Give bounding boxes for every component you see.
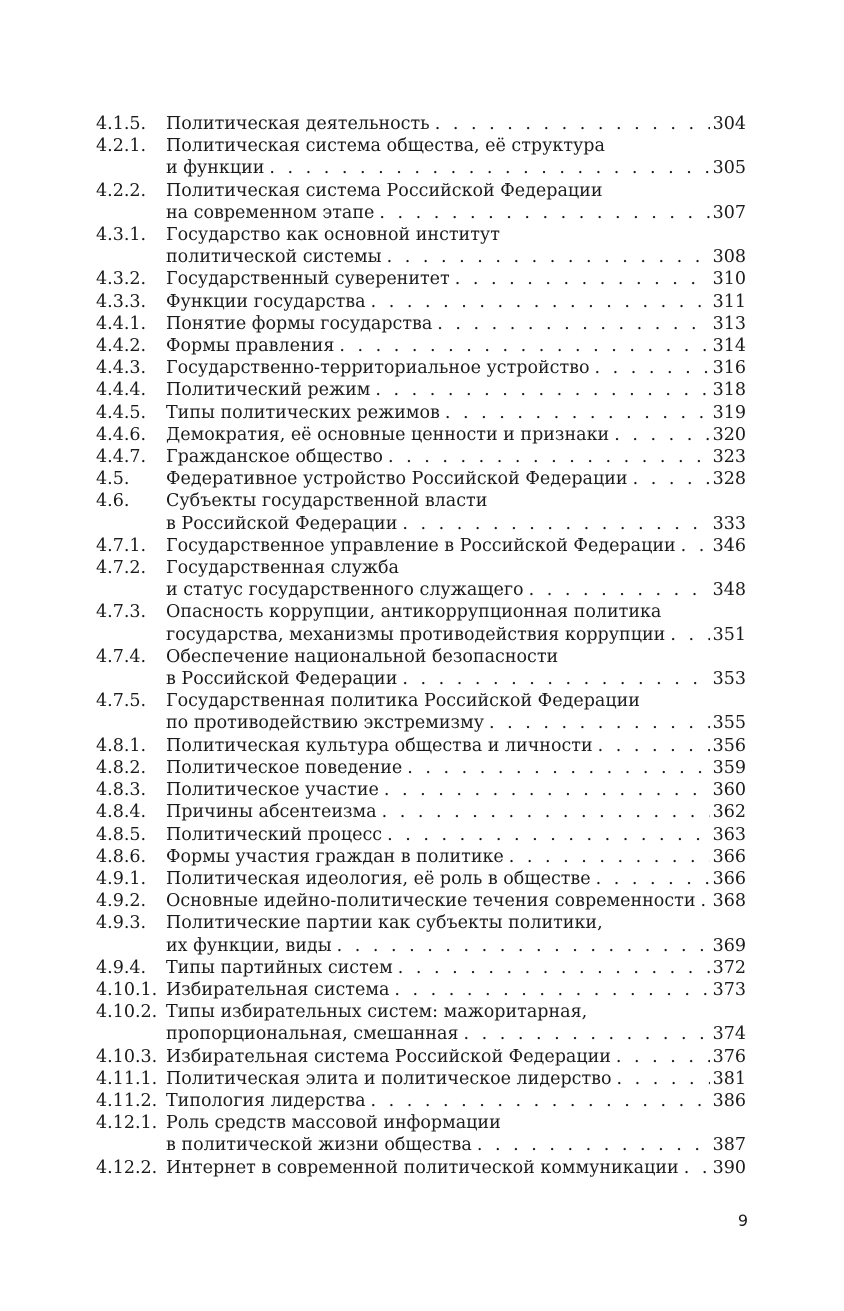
toc-entry-body (166, 868, 746, 890)
toc-entry-page: 374 (712, 1024, 746, 1045)
toc-entry (96, 268, 746, 290)
toc-entry-body (166, 490, 746, 534)
dot-leader (593, 735, 710, 757)
toc-entry-title: Основные идейно-политические течения современности (166, 891, 696, 912)
toc-entry-number: 4.3.2. (96, 269, 147, 290)
toc-entry-title: Причины абсентеизма (166, 802, 377, 823)
toc-entry-number: 4.4.4. (96, 380, 147, 401)
toc-entry (96, 424, 746, 446)
toc-entry-title: их функции, виды (166, 935, 332, 956)
toc-entry (96, 1068, 746, 1090)
dot-leader (397, 668, 710, 690)
toc-entry-final-line (166, 757, 746, 779)
toc-entry-title: Типы политических режимов (166, 402, 440, 423)
toc-entry-title-line: Роль средств массовой информации (166, 1113, 501, 1134)
toc-entry-final-line (166, 1023, 746, 1045)
toc-entry-number: 4.3.1. (96, 225, 147, 246)
toc-entry-number: 4.9.1. (96, 868, 147, 889)
toc-entry-page: 307 (712, 202, 746, 223)
toc-entry-final-line (166, 1090, 746, 1112)
toc-entry-number: 4.12.1. (96, 1113, 158, 1134)
dot-leader (591, 868, 710, 890)
toc-entry-title-line: Обеспечение национальной безопасности (166, 646, 559, 667)
toc-entry-final-line (166, 202, 746, 224)
toc-entry-final-line (166, 157, 746, 179)
toc-entry-number: 4.8.1. (96, 735, 147, 756)
toc-entry-number: 4.9.3. (96, 913, 147, 934)
toc-entry-title-line: Государство как основной институт (166, 225, 500, 246)
toc-entry-title-line: Политическая система Российской Федерации (166, 180, 603, 201)
toc-entry-title: Формы участия граждан в политике (166, 846, 504, 867)
toc-entry (96, 646, 746, 690)
dot-leader (524, 579, 710, 601)
toc-entry-final-line (166, 668, 746, 690)
dot-leader (611, 1046, 710, 1068)
toc-entry (96, 313, 746, 335)
toc-entry-title: в Российской Федерации (166, 513, 398, 534)
toc-entry-number: 4.4.1. (96, 313, 147, 334)
toc-entry-body (166, 424, 746, 446)
dot-leader (609, 424, 710, 446)
toc-entry-number: 4.4.7. (96, 447, 147, 468)
toc-entry (96, 113, 746, 135)
toc-entry-final-line (166, 957, 746, 979)
toc-entry-title: Политическая элита и политическое лидерство (166, 1068, 612, 1089)
toc-entry-title: Гражданское общество (166, 447, 383, 468)
toc-entry-title: Избирательная система (166, 979, 390, 1000)
toc-entry-title: пропорциональная, смешанная (166, 1024, 459, 1045)
toc-entry (96, 490, 746, 534)
toc-entry-number: 4.3.3. (96, 291, 147, 312)
toc-entry-body (166, 1157, 746, 1179)
toc-entry-body (166, 1001, 746, 1045)
dot-leader (504, 846, 710, 868)
toc-entry-page: 369 (712, 935, 746, 956)
toc-entry-title: Функции государства (166, 291, 366, 312)
toc-entry-page: 346 (712, 535, 746, 556)
toc-entry-page: 314 (712, 336, 746, 357)
toc-entry-title: Федеративное устройство Российской Федерации (166, 469, 628, 490)
toc-entry-body (166, 801, 746, 823)
toc-entry-page: 311 (712, 291, 746, 312)
toc-entry-page: 359 (712, 757, 746, 778)
toc-entry (96, 446, 746, 468)
toc-entry-page: 372 (712, 957, 746, 978)
toc-entry (96, 1046, 746, 1068)
toc-entry-title: Типология лидерства (166, 1090, 366, 1111)
toc-entry-final-line (166, 979, 746, 1001)
toc-entry-body (166, 535, 746, 557)
toc-entry (96, 957, 746, 979)
dot-leader (628, 468, 710, 490)
toc-entry-page: 316 (712, 358, 746, 379)
toc-entry-title: Политическая культура общества и личности (166, 735, 593, 756)
toc-entry-body (166, 757, 746, 779)
dot-leader (665, 624, 710, 646)
toc-entry-page: 366 (712, 846, 746, 867)
toc-entry-final-line (166, 357, 746, 379)
dot-leader (472, 1134, 710, 1156)
toc-entry-title-line: Опасность коррупции, антикоррупционная политика (166, 602, 662, 623)
toc-entry-page: 333 (712, 513, 746, 534)
toc-entry-page: 366 (712, 868, 746, 889)
dot-leader (450, 268, 710, 290)
toc-entry-final-line (166, 801, 746, 823)
toc-entry-body (166, 268, 746, 290)
toc-entry-body (166, 912, 746, 956)
toc-entry-body (166, 379, 746, 401)
toc-entry-final-line (166, 890, 746, 912)
toc-entry-body (166, 446, 746, 468)
toc-entry-title: Политический режим (166, 380, 371, 401)
toc-entry-title: и функции (166, 158, 265, 179)
dot-leader (332, 935, 710, 957)
toc-entry-page: 323 (712, 447, 746, 468)
toc-entry-number: 4.10.3. (96, 1046, 158, 1067)
toc-entry-body (166, 468, 746, 490)
toc-entry-title-line: Субъекты государственной власти (166, 491, 488, 512)
toc-entry-title: политической системы (166, 247, 382, 268)
toc-entry-number: 4.5. (96, 469, 130, 490)
dot-leader (440, 402, 710, 424)
dot-leader (612, 1068, 710, 1090)
page-number: 9 (737, 1211, 748, 1230)
dot-leader (382, 824, 710, 846)
toc-entry-page: 310 (712, 269, 746, 290)
toc-entry-page: 353 (712, 669, 746, 690)
toc-entry-number: 4.9.2. (96, 891, 147, 912)
dot-leader (370, 379, 710, 401)
dot-leader (430, 113, 710, 135)
toc-entry-page: 304 (712, 114, 746, 134)
table-of-contents (96, 113, 746, 1179)
toc-entry (96, 824, 746, 846)
toc-entry-title: Понятие формы государства (166, 313, 433, 334)
toc-entry (96, 979, 746, 1001)
toc-entry (96, 801, 746, 823)
toc-entry (96, 379, 746, 401)
toc-entry-title: Избирательная система Российской Федерации (166, 1046, 611, 1067)
toc-entry-number: 4.1.5. (96, 114, 147, 134)
toc-entry-final-line (166, 1134, 746, 1156)
toc-entry-number: 4.4.2. (96, 336, 147, 357)
toc-entry-page: 387 (712, 1135, 746, 1156)
toc-entry-page: 308 (712, 247, 746, 268)
toc-entry-page: 386 (712, 1090, 746, 1111)
toc-entry (96, 846, 746, 868)
toc-entry-body (166, 979, 746, 1001)
toc-entry-number: 4.2.2. (96, 180, 147, 201)
toc-entry-final-line (166, 712, 746, 734)
toc-entry-body (166, 824, 746, 846)
dot-leader (374, 202, 710, 224)
toc-entry-number: 4.8.4. (96, 802, 147, 823)
toc-entry-title: Политический процесс (166, 824, 383, 845)
toc-entry-number: 4.11.2. (96, 1090, 158, 1111)
toc-entry-body (166, 1090, 746, 1112)
toc-entry-body (166, 690, 746, 734)
toc-entry-number: 4.4.6. (96, 424, 147, 445)
toc-entry-number: 4.8.3. (96, 780, 147, 801)
toc-entry-title: Типы партийных систем (166, 957, 393, 978)
toc-entry-body (166, 646, 746, 690)
toc-entry-body (166, 846, 746, 868)
toc-entry-body (166, 402, 746, 424)
toc-entry (96, 335, 746, 357)
dot-leader (334, 335, 710, 357)
toc-entry-title: государства, механизмы противодействия коррупции (166, 624, 666, 645)
toc-entry-page: 390 (712, 1157, 746, 1178)
toc-entry (96, 1090, 746, 1112)
dot-leader (432, 313, 710, 335)
dot-leader (679, 1157, 710, 1179)
toc-entry-title: Формы правления (166, 336, 335, 357)
toc-entry-body (166, 335, 746, 357)
toc-entry-page: 348 (712, 580, 746, 601)
toc-entry (96, 779, 746, 801)
toc-entry-title: Интернет в современной политической коммуникации (166, 1157, 679, 1178)
toc-entry-body (166, 113, 746, 135)
toc-entry-body (166, 313, 746, 335)
dot-leader (383, 446, 710, 468)
toc-entry-final-line (166, 291, 746, 313)
toc-entry (96, 1112, 746, 1156)
toc-entry-page: 320 (712, 424, 746, 445)
toc-entry-page: 373 (712, 979, 746, 1000)
toc-entry-body (166, 1068, 746, 1090)
toc-entry (96, 135, 746, 179)
toc-entry-number: 4.9.4. (96, 957, 147, 978)
toc-entry (96, 224, 746, 268)
toc-entry-final-line (166, 313, 746, 335)
toc-entry-number: 4.6. (96, 491, 130, 512)
toc-entry-body (166, 601, 746, 645)
dot-leader (676, 535, 710, 557)
toc-entry-title: Демократия, её основные ценности и признаки (166, 424, 610, 445)
toc-entry-page: 362 (712, 802, 746, 823)
toc-entry-page: 351 (712, 624, 746, 645)
dot-leader (393, 957, 710, 979)
toc-entry-number: 4.8.6. (96, 846, 147, 867)
toc-entry (96, 180, 746, 224)
toc-entry-page: 318 (712, 380, 746, 401)
toc-entry-page: 355 (712, 713, 746, 734)
toc-entry-title-line: Политические партии как субъекты политики, (166, 913, 603, 934)
toc-entry-final-line (166, 579, 746, 601)
toc-entry-number: 4.10.2. (96, 1002, 158, 1023)
toc-entry (96, 357, 746, 379)
toc-entry-title: Политическая деятельность (166, 114, 430, 134)
toc-entry (96, 912, 746, 956)
toc-entry-page: 376 (712, 1046, 746, 1067)
toc-entry-body (166, 957, 746, 979)
toc-entry-number: 4.7.2. (96, 558, 147, 579)
toc-entry-final-line (166, 246, 746, 268)
toc-entry-number: 4.11.1. (96, 1068, 158, 1089)
toc-entry-title-line: Государственная служба (166, 558, 399, 579)
toc-entry-body (166, 735, 746, 757)
toc-entry-final-line (166, 468, 746, 490)
dot-leader (389, 979, 710, 1001)
toc-entry-final-line (166, 446, 746, 468)
toc-entry-number: 4.4.5. (96, 402, 147, 423)
toc-entry-page: 363 (712, 824, 746, 845)
toc-entry (96, 890, 746, 912)
dot-leader (459, 1023, 710, 1045)
toc-entry-page: 328 (712, 469, 746, 490)
toc-entry-final-line (166, 846, 746, 868)
toc-entry (96, 868, 746, 890)
dot-leader (366, 1090, 710, 1112)
toc-entry (96, 1001, 746, 1045)
toc-entry-final-line (166, 513, 746, 535)
toc-entry-title: Политическая идеология, её роль в обществе (166, 868, 591, 889)
toc-entry-title: Политическое поведение (166, 757, 403, 778)
toc-entry-final-line (166, 379, 746, 401)
toc-entry-final-line (166, 113, 746, 135)
toc-entry-final-line (166, 402, 746, 424)
toc-entry-page: 368 (712, 891, 746, 912)
toc-entry (96, 557, 746, 601)
toc-entry (96, 291, 746, 313)
toc-entry-final-line (166, 779, 746, 801)
toc-entry-title-line: Типы избирательных систем: мажоритарная, (166, 1002, 588, 1023)
toc-entry-number: 4.7.1. (96, 535, 147, 556)
toc-entry (96, 601, 746, 645)
toc-entry-page: 319 (712, 402, 746, 423)
toc-entry-final-line (166, 1157, 746, 1179)
toc-entry-title: Государственный суверенитет (166, 269, 450, 290)
toc-entry-body (166, 357, 746, 379)
dot-leader (484, 712, 710, 734)
toc-entry-title-line: Политическая система общества, её структура (166, 136, 605, 157)
toc-entry-number: 4.8.2. (96, 757, 147, 778)
toc-entry-final-line (166, 424, 746, 446)
dot-leader (402, 757, 710, 779)
toc-entry-final-line (166, 335, 746, 357)
toc-entry (96, 690, 746, 734)
toc-entry (96, 535, 746, 557)
dot-leader (382, 246, 710, 268)
toc-entry-page: 305 (712, 158, 746, 179)
toc-entry-body (166, 1046, 746, 1068)
toc-entry-number: 4.4.3. (96, 358, 147, 379)
toc-entry (96, 1157, 746, 1179)
toc-entry (96, 757, 746, 779)
toc-entry-number: 4.2.1. (96, 136, 147, 157)
toc-entry-title: Государственно-территориальное устройство (166, 358, 590, 379)
toc-entry-body (166, 779, 746, 801)
toc-entry (96, 402, 746, 424)
toc-entry-title: по противодействию экстремизму (166, 713, 484, 734)
toc-entry-page: 356 (712, 735, 746, 756)
toc-entry-title-line: Государственная политика Российской Федерации (166, 691, 640, 712)
toc-entry-final-line (166, 1068, 746, 1090)
toc-entry-title: в Российской Федерации (166, 669, 398, 690)
toc-entry-number: 4.7.5. (96, 691, 147, 712)
toc-entry-number: 4.12.2. (96, 1157, 158, 1178)
toc-entry-number: 4.7.4. (96, 646, 147, 667)
toc-entry-body (166, 291, 746, 313)
toc-entry-final-line (166, 535, 746, 557)
toc-entry-title: и статус государственного служащего (166, 580, 524, 601)
toc-entry-body (166, 180, 746, 224)
toc-entry-body (166, 1112, 746, 1156)
toc-entry-body (166, 224, 746, 268)
toc-entry-final-line (166, 735, 746, 757)
toc-entry-body (166, 890, 746, 912)
toc-entry-final-line (166, 1046, 746, 1068)
dot-leader (397, 513, 710, 535)
toc-entry-number: 4.7.3. (96, 602, 147, 623)
toc-entry-page: 313 (712, 313, 746, 334)
toc-entry-final-line (166, 268, 746, 290)
toc-entry-title: на современном этапе (166, 202, 375, 223)
toc-entry-final-line (166, 868, 746, 890)
toc-entry (96, 735, 746, 757)
dot-leader (695, 890, 710, 912)
dot-leader (379, 779, 710, 801)
toc-entry-final-line (166, 824, 746, 846)
toc-entry-body (166, 557, 746, 601)
toc-entry-title: Политическое участие (166, 780, 379, 801)
toc-entry-title: Государственное управление в Российской Федерации (166, 535, 676, 556)
toc-entry-final-line (166, 935, 746, 957)
toc-entry (96, 468, 746, 490)
toc-entry-title: в политической жизни общества (166, 1135, 472, 1156)
dot-leader (590, 357, 710, 379)
toc-entry-body (166, 135, 746, 179)
dot-leader (377, 801, 710, 823)
toc-entry-final-line (166, 624, 746, 646)
toc-entry-number: 4.10.1. (96, 979, 158, 1000)
toc-entry-page: 381 (712, 1068, 746, 1089)
dot-leader (366, 291, 710, 313)
toc-entry-page: 360 (712, 780, 746, 801)
dot-leader (264, 157, 710, 179)
toc-entry-number: 4.8.5. (96, 824, 147, 845)
